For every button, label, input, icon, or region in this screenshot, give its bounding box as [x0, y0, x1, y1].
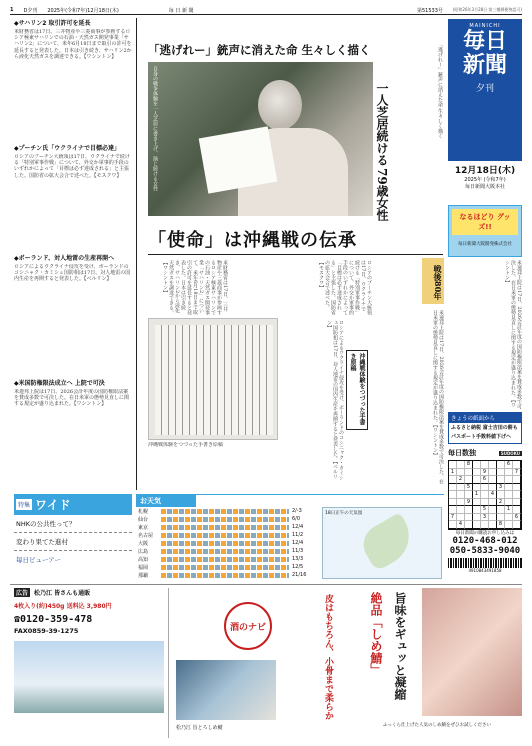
weather-city: 広島: [138, 548, 149, 555]
sudoku-cell: 1: [473, 491, 481, 499]
wide-item[interactable]: NHKの公共性って？: [14, 515, 132, 533]
masthead-date: 12月18日(木): [454, 166, 516, 176]
sudoku-cell: [489, 514, 497, 522]
sudoku-cell: [465, 491, 473, 499]
weather-temp: 12/4: [292, 524, 304, 530]
sudoku-cell: 6: [481, 476, 489, 484]
sudoku-grid: [448, 460, 522, 530]
weather-icon: [161, 525, 289, 530]
ad-left-fax[interactable]: FAX0859-39-1275: [14, 627, 79, 635]
sudoku-cell: [497, 469, 505, 477]
weather-title: お天気: [140, 497, 161, 505]
weather-icon: [161, 541, 289, 546]
sudoku-cell: [513, 499, 521, 507]
weather-city: 東京: [138, 524, 149, 531]
weather-table: [138, 507, 318, 579]
ad-mid-name: 松乃江 旨とろしめ鯖: [176, 725, 223, 731]
weather-icon: [161, 565, 289, 570]
goods-ad[interactable]: [448, 205, 522, 257]
ad-left-header: [14, 588, 164, 597]
news-item: [14, 253, 132, 374]
left-divider: [136, 18, 137, 490]
ad-right-headline: 旨味をギュッと凝縮: [393, 592, 407, 700]
news-body: ロシアによるウクライナ侵攻を受け、ポーランドのコシニャク・カミシュ国防相は17日、対人地雷の国内生産を再開すると発表した。【ベルリン】: [14, 264, 131, 283]
sudoku-cell: [513, 491, 521, 499]
masthead-title-line1: 毎日: [462, 28, 507, 54]
sudoku-cell: [497, 514, 505, 522]
sudoku-cell: [497, 461, 505, 469]
goods-ad-sub: 毎日新聞大阪開発株式会社: [458, 242, 512, 247]
sudoku-cell: [449, 499, 457, 507]
body-text-block: [148, 260, 228, 315]
ad-right-headline-2: 絶品「しめ鯖」: [369, 592, 383, 676]
edition-label: D夕刊: [23, 7, 38, 14]
sudoku-cell: [481, 484, 489, 492]
weather-city: 福岡: [138, 564, 149, 571]
weather-temp: 11/2: [292, 532, 304, 538]
top-bar: [10, 6, 522, 15]
weather-city: 名古屋: [138, 532, 154, 539]
sudoku-cell: [513, 476, 521, 484]
ad-right[interactable]: [352, 588, 522, 738]
news-headline: ◆サハリン2 取引許可を延長: [14, 20, 91, 27]
sudoku-cell: 8: [497, 521, 505, 529]
sudoku-cell: [473, 521, 481, 529]
vertical-headline-line1: 一人芝居続ける: [375, 82, 389, 166]
sudoku-cell: 5: [465, 484, 473, 492]
sudoku-cell: 3: [497, 484, 505, 492]
sudoku-cell: [449, 476, 457, 484]
sudoku-cell: [457, 461, 465, 469]
weather-row: [138, 571, 318, 579]
sudoku-cell: [505, 476, 513, 484]
sudoku-title: 毎日数独: [448, 449, 476, 457]
sudoku-cell: [473, 461, 481, 469]
sudoku-cell: [497, 476, 505, 484]
main-photo: [148, 62, 373, 216]
sudoku-cell: [505, 499, 513, 507]
page-number: 1: [10, 7, 14, 13]
body-text: 米連邦上院は17日、2026会計年度の国防権限法案を賛成多数で可決した。在日米軍の態勢見直しに関する規定が盛り込まれた。【ワシントン】: [432, 310, 444, 485]
left-news-column: [14, 18, 132, 488]
masthead-brand: MAINICHI: [469, 23, 501, 29]
news-item: [14, 18, 132, 139]
sudoku-cell: [465, 506, 473, 514]
weather-row: [138, 515, 318, 523]
barcode-number: 4910843491858: [468, 568, 502, 573]
manuscript-caption: 沖縄戦体験をつづった手書き原稿: [148, 442, 223, 448]
contact-phone-2[interactable]: 050-5833-9040: [449, 546, 521, 556]
weather-map-land: [356, 512, 419, 572]
weather-row: [138, 531, 318, 539]
sudoku-cell: [465, 514, 473, 522]
vertical-headline-line2: 79歳女性: [375, 168, 389, 221]
right-story: [448, 260, 522, 410]
sudoku-cell: 6: [505, 461, 513, 469]
sudoku-cell: [505, 491, 513, 499]
news-body: 米連邦上院は17日、2026会計年度の国防権限法案を賛成多数で可決した。在日米軍の態勢見直しに関する規定が盛り込まれた。【ワシントン】: [14, 389, 130, 408]
sudoku-cell: [457, 469, 465, 477]
sudoku-cell: 5: [481, 506, 489, 514]
weather-row: [138, 563, 318, 571]
top-right-story: [395, 42, 443, 220]
masthead-edition: 夕刊: [475, 84, 494, 94]
goods-ad-title: なるほどり グッズ!!: [452, 209, 518, 235]
story-text: 「逃げれー」銃声に消えた命 生々しく描く: [437, 42, 443, 139]
masthead: [448, 19, 522, 161]
weather-row: [138, 555, 318, 563]
weather-map-title: 18日正午の天気図: [325, 511, 363, 516]
weather-icon: [161, 549, 289, 554]
weather-icon: [161, 509, 289, 514]
sudoku-cell: [489, 506, 497, 514]
sudoku-cell: 2: [457, 476, 465, 484]
masthead-year: 2025年 (令和7年): [464, 177, 506, 183]
sudoku-cell: [457, 491, 465, 499]
barcode: [448, 558, 522, 568]
weather-map: [322, 507, 442, 579]
weather-city: 仙台: [138, 516, 149, 523]
sudoku-cell: [481, 521, 489, 529]
manuscript-lines: [155, 325, 273, 435]
sudoku-cell: [449, 491, 457, 499]
sudoku-cell: [473, 514, 481, 522]
ad-left[interactable]: [14, 588, 164, 738]
sudoku-cell: [449, 484, 457, 492]
sudoku-box: [448, 448, 522, 528]
sudoku-cell: 4: [457, 521, 465, 529]
weather-row: [138, 507, 318, 515]
sudoku-cell: 7: [513, 469, 521, 477]
sudoku-cell: [497, 491, 505, 499]
weather-row: [138, 547, 318, 555]
wide-item[interactable]: 毎日ビューアー: [16, 556, 61, 564]
issue-number: 第51533号: [416, 7, 443, 14]
weather-row: [138, 539, 318, 547]
sudoku-cell: [473, 476, 481, 484]
weather-icon: [161, 517, 289, 522]
section-tag: 沖縄戦体験をつづった手書き原稿: [346, 350, 368, 430]
series-label: 戦後80年: [422, 258, 444, 304]
sudoku-cell: [505, 521, 513, 529]
photo-caption: 自身の戦争体験を一人芝居に書き上げ、演じ続ける女性: [152, 66, 158, 191]
weather-icon: [161, 533, 289, 538]
ad-rule: [10, 584, 522, 585]
body-text-block: [232, 260, 372, 315]
weather-header: [136, 495, 196, 507]
weather-temp: 13/3: [292, 556, 304, 562]
headline-rule: [148, 254, 443, 255]
ad-mid[interactable]: [172, 588, 348, 738]
sudoku-cell: 4: [489, 491, 497, 499]
news-item: [14, 378, 132, 488]
weather-temp: 21/16: [292, 572, 307, 578]
sudoku-cell: [489, 499, 497, 507]
weather-temp: 11/3: [292, 548, 304, 554]
sudoku-cell: [473, 506, 481, 514]
weather-temp: 6/0: [292, 516, 301, 522]
ad-divider: [168, 588, 169, 738]
sudoku-subtitle: SUDOKU: [500, 450, 520, 456]
sudoku-cell: [513, 506, 521, 514]
sudoku-cell: 1: [505, 506, 513, 514]
sudoku-cell: 7: [449, 514, 457, 522]
sudoku-cell: [473, 499, 481, 507]
tokushu-wide[interactable]: [14, 494, 132, 580]
sudoku-cell: 6: [513, 514, 521, 522]
body-text: 米財務省は17日、三井物産や三菱商事が参画するロシア極東サハリンでの石油・天然ガス開発事業「サハリン2」について、米年6月18日まで取引の許可を延長すると発表した。日本は引き続き、サハリン2から液化天然ガスを調達できる。【ワシントン】: [162, 260, 228, 315]
weather-city: 高知: [138, 556, 149, 563]
body-text-block: [360, 310, 444, 485]
weather-temp: 12/4: [292, 540, 304, 546]
photo-figure-head: [258, 80, 302, 130]
sudoku-cell: 9: [465, 499, 473, 507]
index-box: [448, 412, 522, 444]
sudoku-cell: [465, 476, 473, 484]
index-item[interactable]: パスポート手数料値下げへ: [451, 434, 512, 440]
sudoku-cell: [449, 461, 457, 469]
sudoku-cell: [505, 484, 513, 492]
ad-mid-logo: 酒のナビ: [224, 602, 272, 650]
sudoku-cell: [505, 469, 513, 477]
sudoku-cell: [481, 491, 489, 499]
sudoku-cell: [497, 506, 505, 514]
sudoku-cell: [449, 521, 457, 529]
sudoku-cell: [513, 521, 521, 529]
weather-row: [138, 523, 318, 531]
sudoku-cell: [457, 499, 465, 507]
contact-box: [448, 530, 522, 580]
sudoku-cell: [489, 521, 497, 529]
manuscript-photo: [148, 318, 278, 440]
sudoku-cell: [489, 476, 497, 484]
weather-section: [136, 494, 444, 582]
photo-script-paper: [199, 126, 278, 193]
ad-left-copy: 4枚入り(約)450g 送料込 3,980円: [14, 603, 112, 610]
sudoku-cell: [505, 514, 513, 522]
sudoku-cell: [457, 514, 465, 522]
sudoku-cell: [465, 521, 473, 529]
ad-mid-photo: [176, 660, 276, 720]
body-text-block: [284, 320, 344, 480]
sudoku-cell: [481, 461, 489, 469]
sudoku-cell: [457, 484, 465, 492]
masthead-title-line2: 新聞: [462, 52, 507, 78]
weather-icon: [161, 573, 289, 578]
news-body: ロシアのプーチン大統領は17日、ウクライナで続ける「特別軍事作戦」について、外交か軍事的手段のいずれかによって「目標は必ず達成される」と主張した。国防省の拡大会合で述べた。【モスクワ】: [14, 154, 130, 179]
big-headline: 「使命」は沖縄戦の伝承: [148, 230, 357, 251]
top-date: 2025年(令和7年)12月18日(木): [47, 7, 119, 14]
body-text: ロシアによるウクライナ侵攻を受け、ポーランドのコシニャク・カミシュ国防相は17日、対人地雷の国内生産を再開すると発表した。【ベルリン】: [326, 320, 344, 480]
sudoku-cell: [465, 469, 473, 477]
tokushu-label: 特集: [16, 499, 32, 510]
weather-city: 札幌: [138, 508, 149, 515]
kicker-headline: 「逃げれー」銃声に消えた命 生々しく描く: [148, 43, 371, 57]
index-header: きょうの紙面から: [449, 413, 521, 423]
sudoku-cell: 9: [481, 469, 489, 477]
body-text: ロシアのプーチン大統領は17日、ウクライナで続ける「特別軍事作戦」について、外交か軍事的手段のいずれかによって「目標は必ず達成される」と主張した。国防省の拡大会合で述べた。【モスクワ】: [318, 260, 372, 315]
sudoku-cell: [513, 484, 521, 492]
sudoku-cell: [489, 461, 497, 469]
ad-right-footer: ふっくら仕上げた人気のしめ鯖をぜひお試しください: [383, 723, 491, 728]
paper-name: 毎 日 新 聞: [168, 7, 194, 14]
news-item: [14, 143, 132, 249]
ad-right-photo: [422, 588, 522, 716]
ad-left-label: 広告: [16, 590, 29, 597]
sudoku-cell: [449, 506, 457, 514]
sudoku-header: [448, 448, 522, 458]
contact-heading: 毎日新聞の購読お申し込みは: [455, 531, 515, 536]
wide-label: ワイド: [35, 498, 71, 512]
sudoku-cell: 3: [481, 514, 489, 522]
issue-notes: (昭和26年3月28日 第三種郵便物認可): [452, 7, 522, 12]
ad-left-image: [14, 641, 164, 713]
news-body: 米財務省は17日、三井物産や三菱商事が参画するロシア極東サハリンでの石油・天然ガス開発事業「サハリン2」について、米年6月18日まで取引の許可を延長すると発表した。日本は引き続き、サハリン2から液化天然ガスを調達できる。【ワシントン】: [14, 29, 132, 60]
news-headline: ◆米国防権限法成立へ 上院で可決: [14, 380, 105, 387]
sudoku-cell: 2: [497, 499, 505, 507]
masthead-date-block: [448, 163, 522, 203]
masthead-publisher: 毎日新聞大阪本社: [464, 184, 505, 190]
sudoku-cell: [489, 469, 497, 477]
index-item[interactable]: ふるさと納税 富士吉田の餅も: [451, 425, 518, 431]
weather-temp: 2/-3: [292, 508, 302, 514]
tokushu-header: [14, 494, 132, 515]
ad-mid-copy: 皮はもちろん、小骨まで柔らか: [323, 594, 333, 720]
news-headline: ◆プーチン氏「ウクライナで目標必達」: [14, 145, 120, 152]
contact-phone-1[interactable]: 0120-468-012: [452, 536, 518, 546]
sudoku-cell: [489, 484, 497, 492]
ad-left-phone[interactable]: ☎0120-359-478: [14, 614, 93, 625]
sudoku-cell: 8: [465, 461, 473, 469]
weather-temp: 12/5: [292, 564, 304, 570]
weather-city: 大阪: [138, 540, 149, 547]
news-headline: ◆ポーランド、対人地雷の生産再開へ: [14, 255, 115, 262]
weather-icon: [161, 557, 289, 562]
sudoku-cell: [481, 499, 489, 507]
ad-left-brand: 松乃江 皆さんも通販: [34, 590, 91, 597]
vertical-headline: [374, 82, 391, 222]
sudoku-cell: 1: [449, 469, 457, 477]
sudoku-cell: [457, 506, 465, 514]
weather-city: 那覇: [138, 572, 149, 579]
sudoku-cell: [513, 461, 521, 469]
wide-item[interactable]: 変わり果てた進村: [14, 533, 132, 551]
sudoku-cell: [473, 469, 481, 477]
body-text: 米連邦上院は17日、2026会計年度の国防権限法案を賛成多数で可決した。在日米軍の態勢見直しに関する規定が盛り込まれた。【ワシントン】: [504, 260, 522, 410]
sudoku-cell: [473, 484, 481, 492]
